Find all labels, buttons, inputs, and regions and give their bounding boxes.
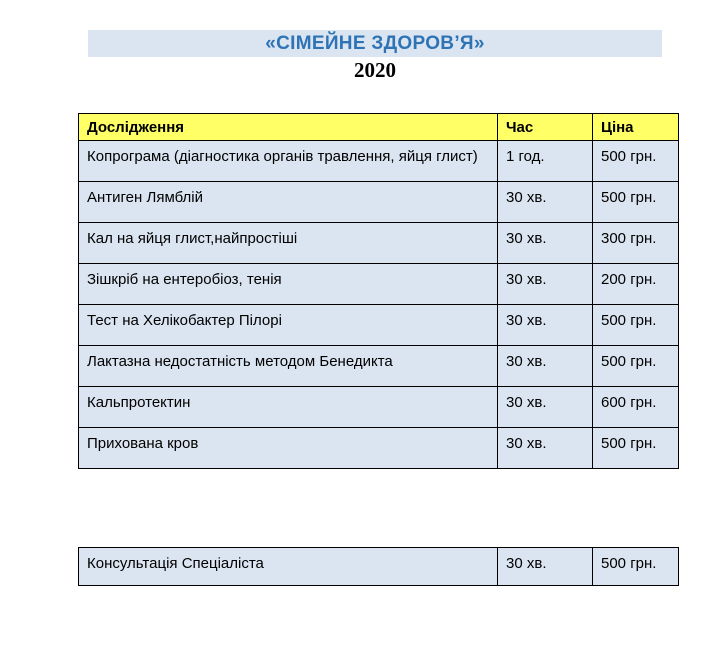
cell-research: Антиген Лямблій bbox=[79, 182, 498, 223]
cell-research: Консультація Спеціаліста bbox=[79, 548, 498, 586]
cell-time: 1 год. bbox=[498, 141, 593, 182]
cell-price: 500 грн. bbox=[593, 346, 679, 387]
cell-time: 30 хв. bbox=[498, 548, 593, 586]
cell-research: Зішкріб на ентеробіоз, тенія bbox=[79, 264, 498, 305]
cell-price: 500 грн. bbox=[593, 305, 679, 346]
cell-research: Тест на Хелікобактер Пілорі bbox=[79, 305, 498, 346]
table-row bbox=[79, 182, 679, 223]
cell-time: 30 хв. bbox=[498, 305, 593, 346]
cell-research: Прихована кров bbox=[79, 428, 498, 469]
cell-research: Кал на яйця глист,найпростіші bbox=[79, 223, 498, 264]
cell-price: 500 грн. bbox=[593, 141, 679, 182]
table-row bbox=[79, 223, 679, 264]
cell-research: Лактазна недостатність методом Бенедикта bbox=[79, 346, 498, 387]
cell-time: 30 хв. bbox=[498, 182, 593, 223]
cell-price: 500 грн. bbox=[593, 182, 679, 223]
document-title-bar bbox=[88, 30, 662, 57]
table-row bbox=[79, 428, 679, 469]
document-title: «СІМЕЙНЕ ЗДОРОВ’Я» bbox=[265, 32, 485, 54]
document-year: 2020 bbox=[354, 58, 396, 82]
table-row bbox=[79, 141, 679, 182]
table-row bbox=[79, 264, 679, 305]
consultation-table bbox=[78, 547, 679, 586]
column-header-research: Дослідження bbox=[79, 114, 498, 141]
cell-price: 200 грн. bbox=[593, 264, 679, 305]
cell-time: 30 хв. bbox=[498, 346, 593, 387]
price-table bbox=[78, 113, 679, 469]
table-row bbox=[79, 548, 679, 586]
cell-time: 30 хв. bbox=[498, 428, 593, 469]
table-row bbox=[79, 305, 679, 346]
cell-time: 30 хв. bbox=[498, 387, 593, 428]
cell-time: 30 хв. bbox=[498, 264, 593, 305]
column-header-price: Ціна bbox=[593, 114, 679, 141]
cell-research: Копрограма (діагностика органів травлення, яйця глист) bbox=[79, 141, 498, 182]
cell-price: 300 грн. bbox=[593, 223, 679, 264]
cell-price: 600 грн. bbox=[593, 387, 679, 428]
cell-research: Кальпротектин bbox=[79, 387, 498, 428]
cell-price: 500 грн. bbox=[593, 428, 679, 469]
cell-price: 500 грн. bbox=[593, 548, 679, 586]
table-header-row bbox=[79, 114, 679, 141]
column-header-time: Час bbox=[498, 114, 593, 141]
cell-time: 30 хв. bbox=[498, 223, 593, 264]
table-row bbox=[79, 387, 679, 428]
table-row bbox=[79, 346, 679, 387]
